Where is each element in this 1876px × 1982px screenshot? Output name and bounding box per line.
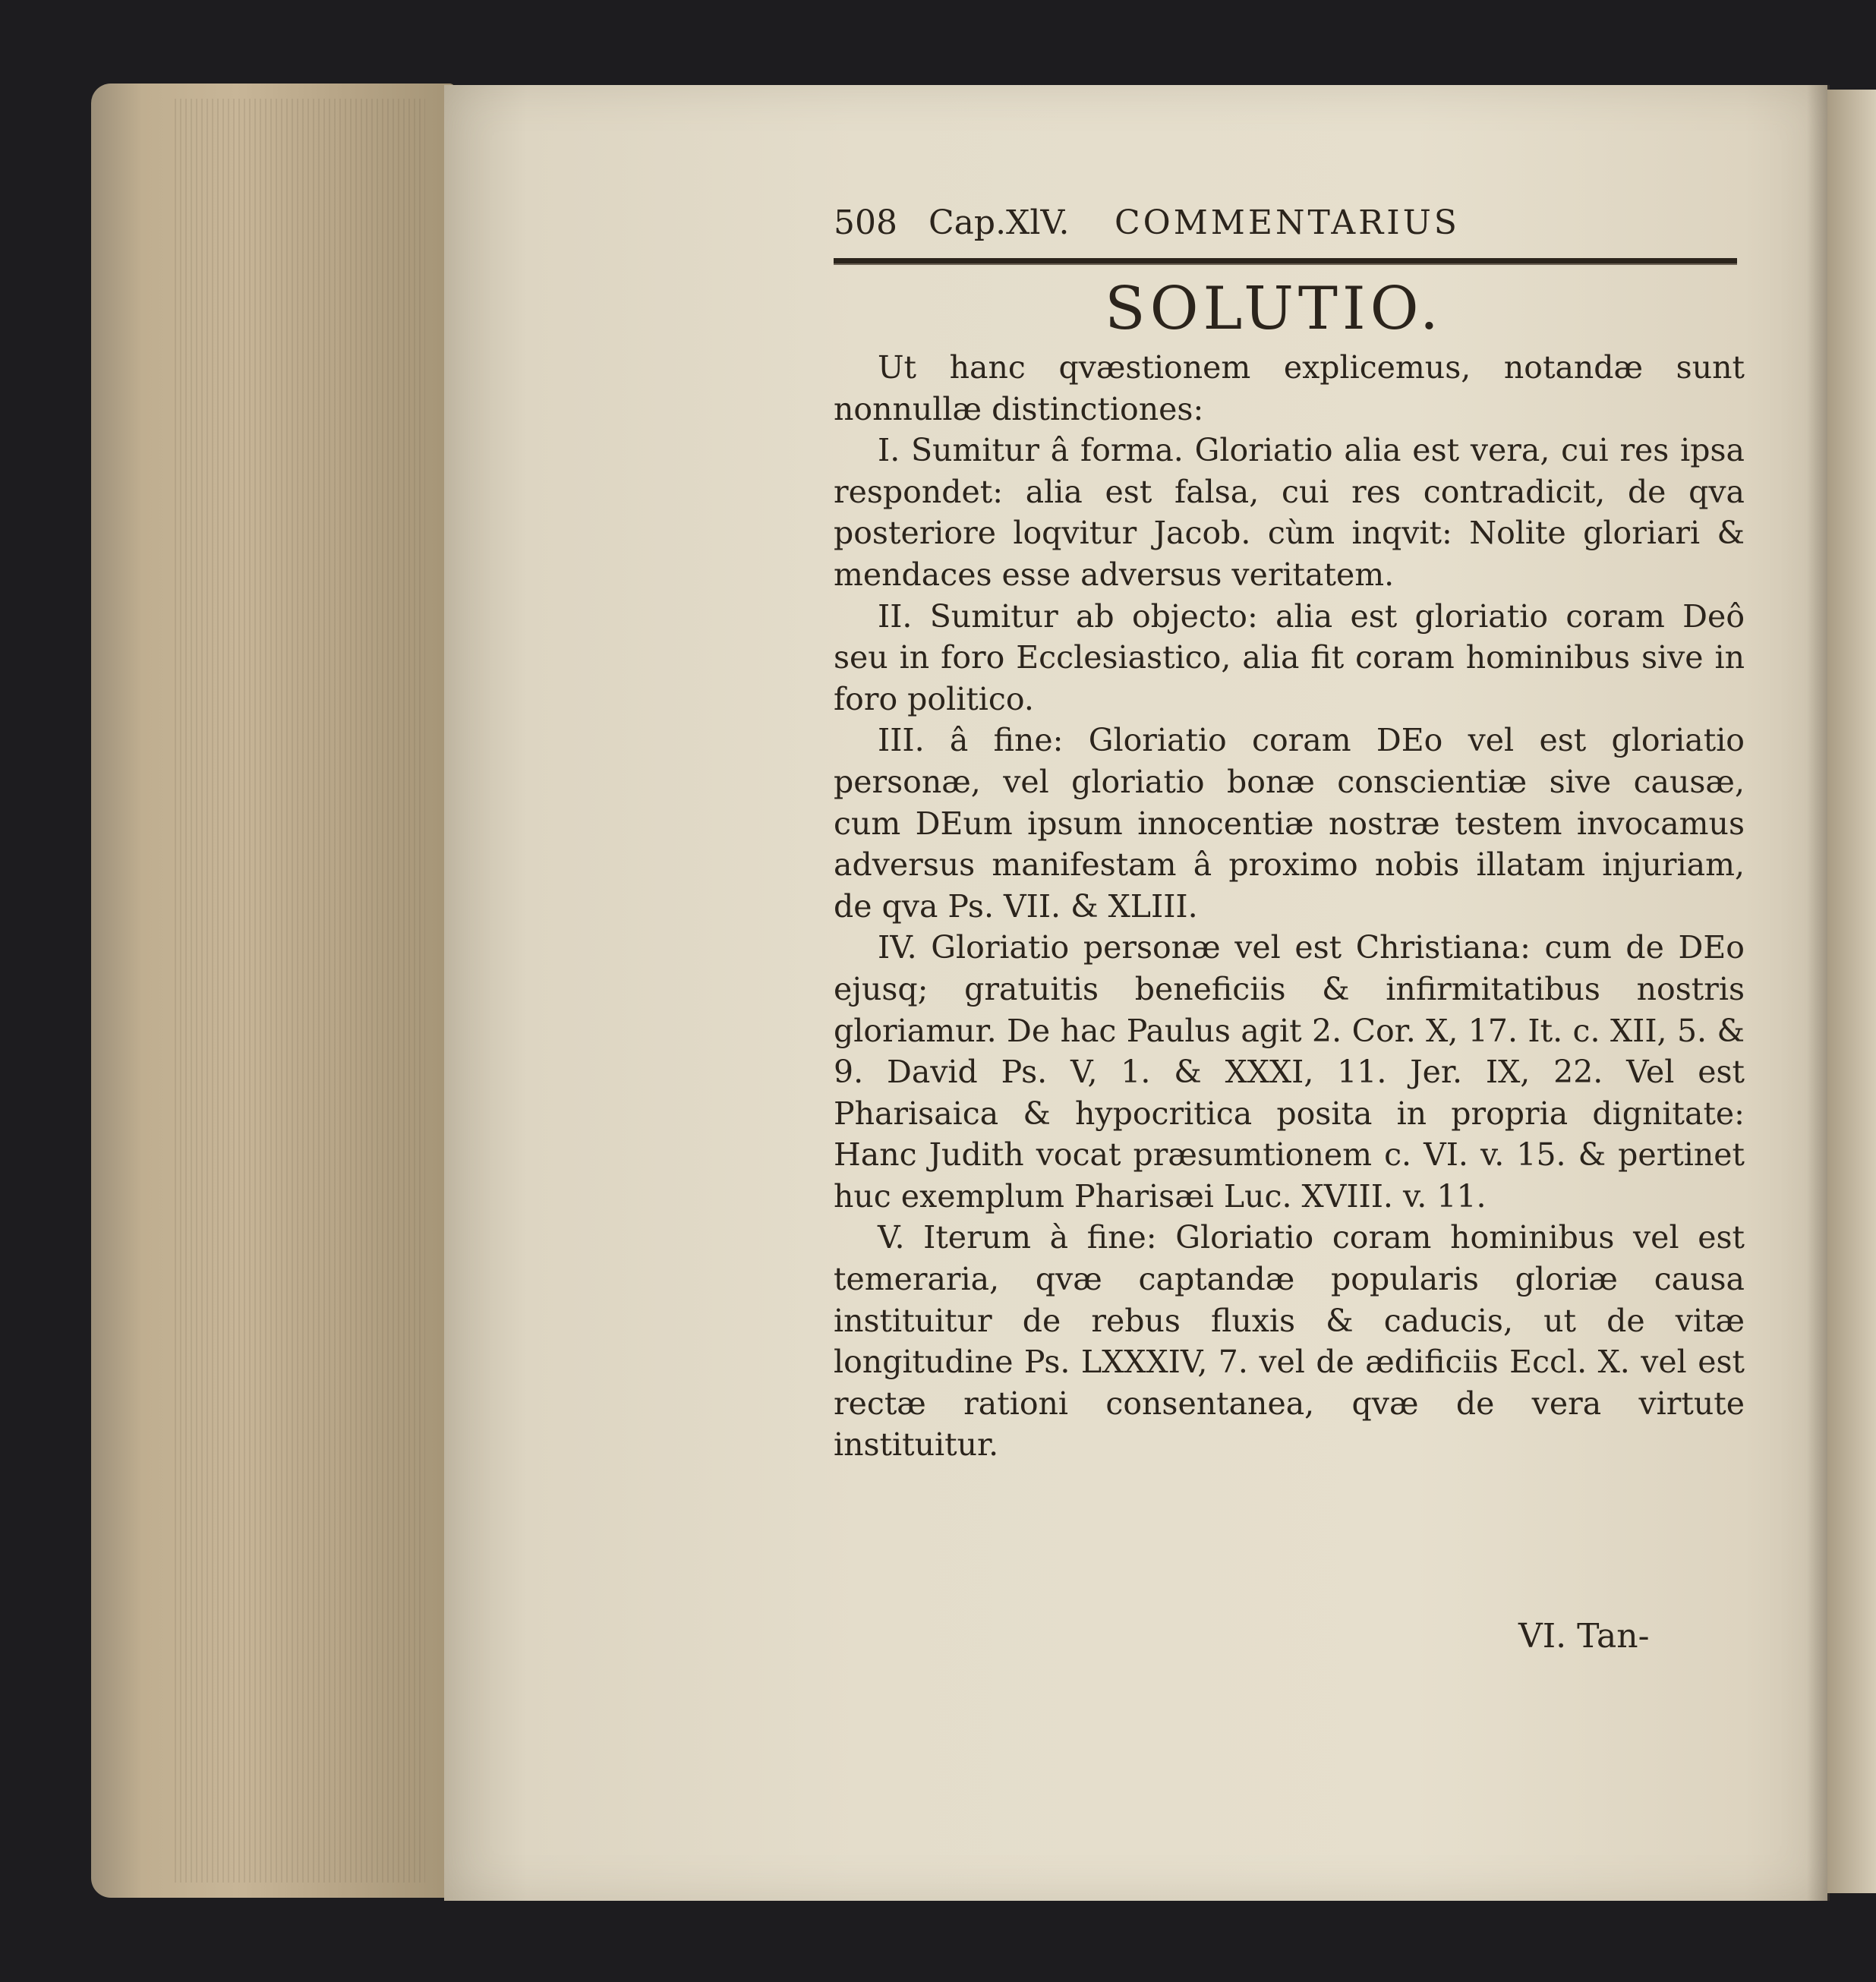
paragraph-v: V. Iterum à fine: Gloriatio coram hominibus vel est temeraria, qvæ captandæ popularis gloriæ causa instituitur de rebus fluxis & caducis, ut de vitæ longitudine Ps. LXXXIV, 7. vel de ædificiis Eccl. X. vel est rectæ rationi consentanea, qvæ de vera virtute instituitur.: [834, 1219, 1745, 1464]
header-rule: [834, 258, 1737, 265]
running-head: [834, 203, 1745, 257]
chapter-reference: Cap.XlV.: [929, 203, 1070, 242]
paragraph-intro: Ut hanc qvæstionem explicemus, notandæ sunt nonnullæ distinctiones:: [834, 349, 1745, 427]
text-block: [834, 203, 1745, 1466]
page-number: 508: [834, 203, 897, 242]
running-title: COMMENTARIUS: [1115, 203, 1460, 242]
paragraph-iii: III. â fine: Gloriatio coram DEo vel est gloriatio personæ, vel gloriatio bonæ conscientiæ sive causæ, cum DEum ipsum innocentiæ nostræ testem invocamus adversus manifestam â proximo nobis illatam injuriam, de qva Ps. VII. & XLIII.: [834, 722, 1745, 925]
body-text: [834, 347, 1745, 1466]
facing-page-edge: [1827, 90, 1876, 1893]
catchword: VI. Tan-: [1518, 1617, 1650, 1656]
paragraph-ii: II. Sumitur ab objecto: alia est gloriatio coram Deô seu in foro Ecclesiastico, alia fit coram hominibus sive in foro politico.: [834, 597, 1745, 717]
paragraph-iv: IV. Gloriatio personæ vel est Christiana: cum de DEo ejusq; gratuitis beneficiis & infirmitatibus nostris gloriamur. De hac Paulus agit 2. Cor. X, 17. It. c. XII, 5. & 9. David Ps. V, 1. & XXXI, 11. Jer. IX, 22. Vel est Pharisaica & hypocritica posita in propria dignitate: Hanc Judith vocat præsumtionem c. VI. v. 15. & pertinet huc exemplum Pharisæi Luc. XVIII. v. 11.: [834, 929, 1745, 1215]
page-gutter-shadow: [1807, 85, 1830, 1901]
page-edge-texture: [175, 99, 425, 1883]
paragraph-i: I. Sumitur â forma. Gloriatio alia est vera, cui res ipsa respondet: alia est falsa, cui res contradicit, de qva posteriore loqvitur Jacob. cùm inqvit: Nolite gloriari & mendaces esse adversus veritatem.: [834, 432, 1745, 593]
section-title: SOLUTIO.: [1105, 275, 1443, 343]
